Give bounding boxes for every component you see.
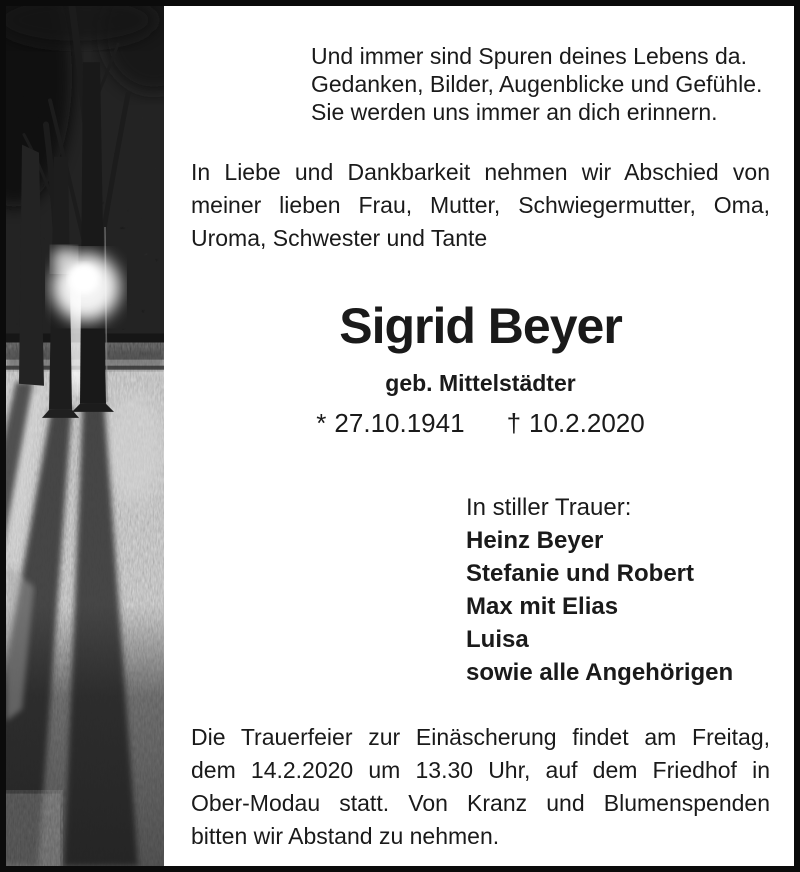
poem-line: Gedanken, Bilder, Augenblicke und Gefühle. xyxy=(311,71,763,97)
poem-line: Und immer sind Spuren deines Lebens da. xyxy=(311,43,747,69)
mourner-name: Luisa xyxy=(466,626,529,653)
obituary-text-column xyxy=(164,6,794,866)
birth-date-group xyxy=(316,407,464,439)
death-date-group xyxy=(507,407,645,439)
trees-sunlight-illustration xyxy=(6,6,164,866)
poem-line: Sie werden uns immer an dich erinnern. xyxy=(311,99,718,125)
intro-line: meiner lieben Frau, Mutter, Schwiegermutter, Oma, xyxy=(191,192,770,218)
funeral-details xyxy=(191,721,770,853)
intro-line: Uroma, Schwester und Tante xyxy=(191,225,488,251)
maiden-name: geb. Mittelstädter xyxy=(385,370,576,396)
mourner-name: Stefanie und Robert xyxy=(466,560,695,587)
deceased-name: Sigrid Beyer xyxy=(339,298,622,354)
funeral-line: dem 14.2.2020 um 13.30 Uhr, auf dem Friedhof in xyxy=(191,757,770,783)
birth-date: 27.10.1941 xyxy=(334,408,465,438)
funeral-line: Ober-Modau statt. Von Kranz und Blumenspenden xyxy=(191,790,770,816)
mourner-name: Heinz Beyer xyxy=(466,527,604,554)
memorial-poem xyxy=(311,42,770,126)
mourner-name: sowie alle Angehörigen xyxy=(466,659,734,686)
death-cross-symbol: † xyxy=(506,408,522,438)
funeral-line: bitten wir Abstand zu nehmen. xyxy=(191,823,500,849)
intro-line: In Liebe und Dankbarkeit nehmen wir Abschied von xyxy=(191,159,770,185)
mourner-name: Max mit Elias xyxy=(466,593,619,620)
mourners-list xyxy=(466,491,770,689)
memorial-photo xyxy=(6,6,164,866)
farewell-intro xyxy=(191,156,770,255)
death-date: 10.2.2020 xyxy=(529,408,645,438)
life-dates xyxy=(191,407,770,439)
funeral-line: Die Trauerfeier zur Einäscherung findet am Freitag, xyxy=(191,724,770,750)
mourners-heading: In stiller Trauer: xyxy=(466,494,632,521)
birth-star-symbol: * xyxy=(316,408,327,438)
